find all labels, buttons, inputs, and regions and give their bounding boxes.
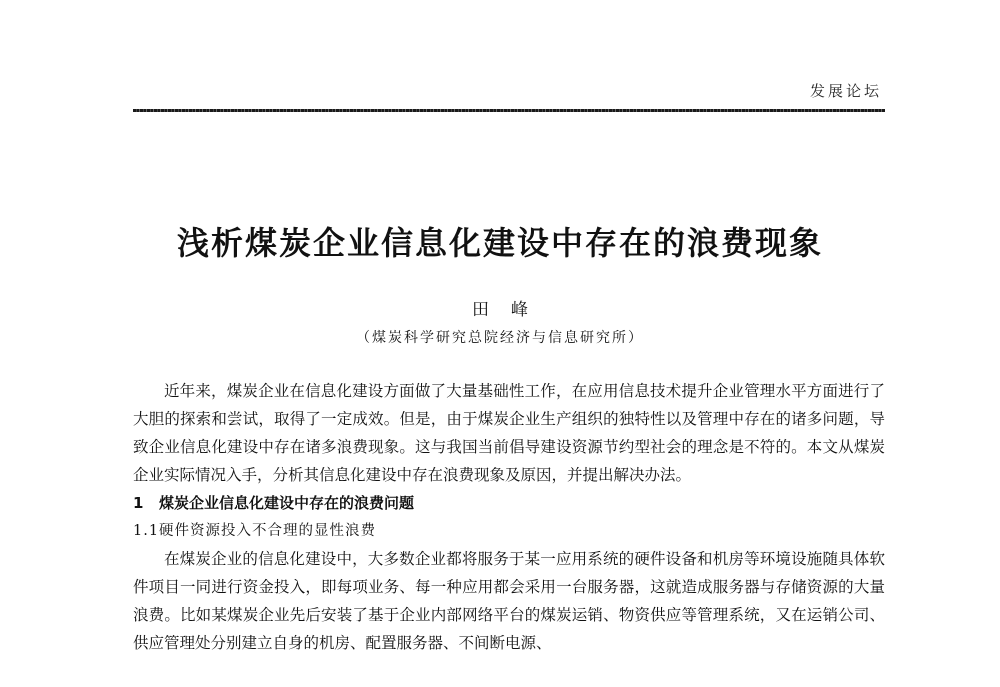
article-affiliation: （煤炭科学研究总院经济与信息研究所） bbox=[356, 330, 644, 346]
section-1-1-title: 硬件资源投入不合理的显性浪费 bbox=[159, 523, 376, 539]
section-1-title: 煤炭企业信息化建设中存在的浪费问题 bbox=[159, 494, 415, 512]
section-1-1-heading bbox=[133, 517, 885, 545]
section-1-1-paragraph: 在煤炭企业的信息化建设中，大多数企业都将服务于某一应用系统的硬件设备和机房等环境设施随具体软件项目一同进行资金投入，即每项业务、每一种应用都会采用一台服务器，这就造成服务器与存储资源的大量浪费。比如某煤炭企业先后安装了基于企业内部网络平台的煤炭运销、物资供应等管理系统，又在运销公司、供应管理处分别建立自身的机房、配置服务器、不间断电源、 bbox=[133, 550, 885, 652]
section-1-heading bbox=[133, 489, 885, 517]
section-1-number: 1 bbox=[133, 494, 144, 512]
intro-paragraph: 近年来，煤炭企业在信息化建设方面做了大量基础性工作，在应用信息技术提升企业管理水平方面进行了大胆的探索和尝试，取得了一定成效。但是，由于煤炭企业生产组织的独特性以及管理中存在的诸多问题，导致企业信息化建设中存在诸多浪费现象。这与我国当前倡导建设资源节约型社会的理念是不符的。本文从煤炭企业实际情况入手，分析其信息化建设中存在浪费现象及原因，并提出解决办法。 bbox=[133, 382, 885, 484]
section-1-1-number: 1.1 bbox=[133, 523, 160, 539]
article-author: 田峰 bbox=[472, 300, 550, 320]
article-body bbox=[133, 377, 885, 657]
article-title: 浅析煤炭企业信息化建设中存在的浪费现象 bbox=[176, 224, 823, 262]
section-label: 发展论坛 bbox=[809, 82, 882, 100]
header-rule bbox=[133, 109, 885, 112]
